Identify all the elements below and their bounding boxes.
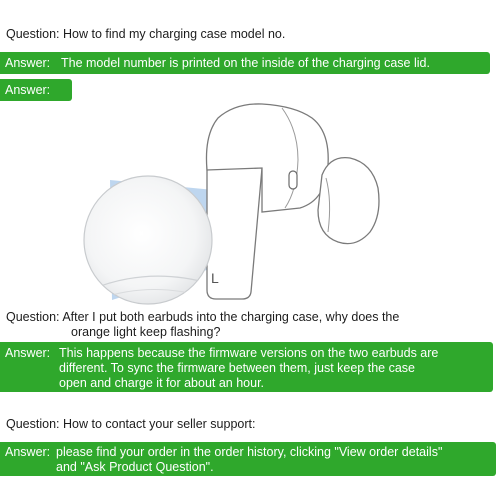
answer-bar-1	[0, 52, 490, 74]
answer-label: Answer:	[5, 83, 51, 97]
question-text: How to contact your seller support:	[63, 417, 256, 431]
earbud-side-label: L	[211, 270, 219, 286]
question-label: Question:	[6, 417, 60, 431]
earbud-illustration	[0, 100, 500, 310]
answer-bar-3	[0, 442, 496, 476]
answer-bar-empty	[0, 79, 72, 101]
question-1	[6, 27, 285, 42]
answer-text: The model number is printed on the inside of the charging case lid.	[61, 56, 430, 70]
question-text-line-2: orange light keep flashing?	[71, 325, 221, 339]
answer-label: Answer:	[5, 56, 51, 70]
question-text: How to find my charging case model no.	[63, 27, 286, 41]
question-label: Question:	[6, 27, 60, 41]
question-text: After I put both earbuds into the charging case, why does the	[62, 310, 400, 324]
question-2	[6, 310, 399, 340]
question-3	[6, 417, 255, 432]
ear-tip	[318, 158, 379, 244]
answer-label: Answer:	[5, 445, 51, 459]
answer-bar-2	[0, 342, 493, 392]
answer-text: This happens because the firmware versions on the two earbuds are different. To sync the firmware between them, just keep the case open and charge it for about an hour.	[59, 346, 439, 390]
answer-text: please find your order in the order history, clicking "View order details" and "Ask Product Question".	[56, 445, 443, 474]
answer-label: Answer:	[5, 346, 51, 360]
sensor-icon	[289, 171, 297, 189]
question-label: Question:	[6, 310, 60, 324]
